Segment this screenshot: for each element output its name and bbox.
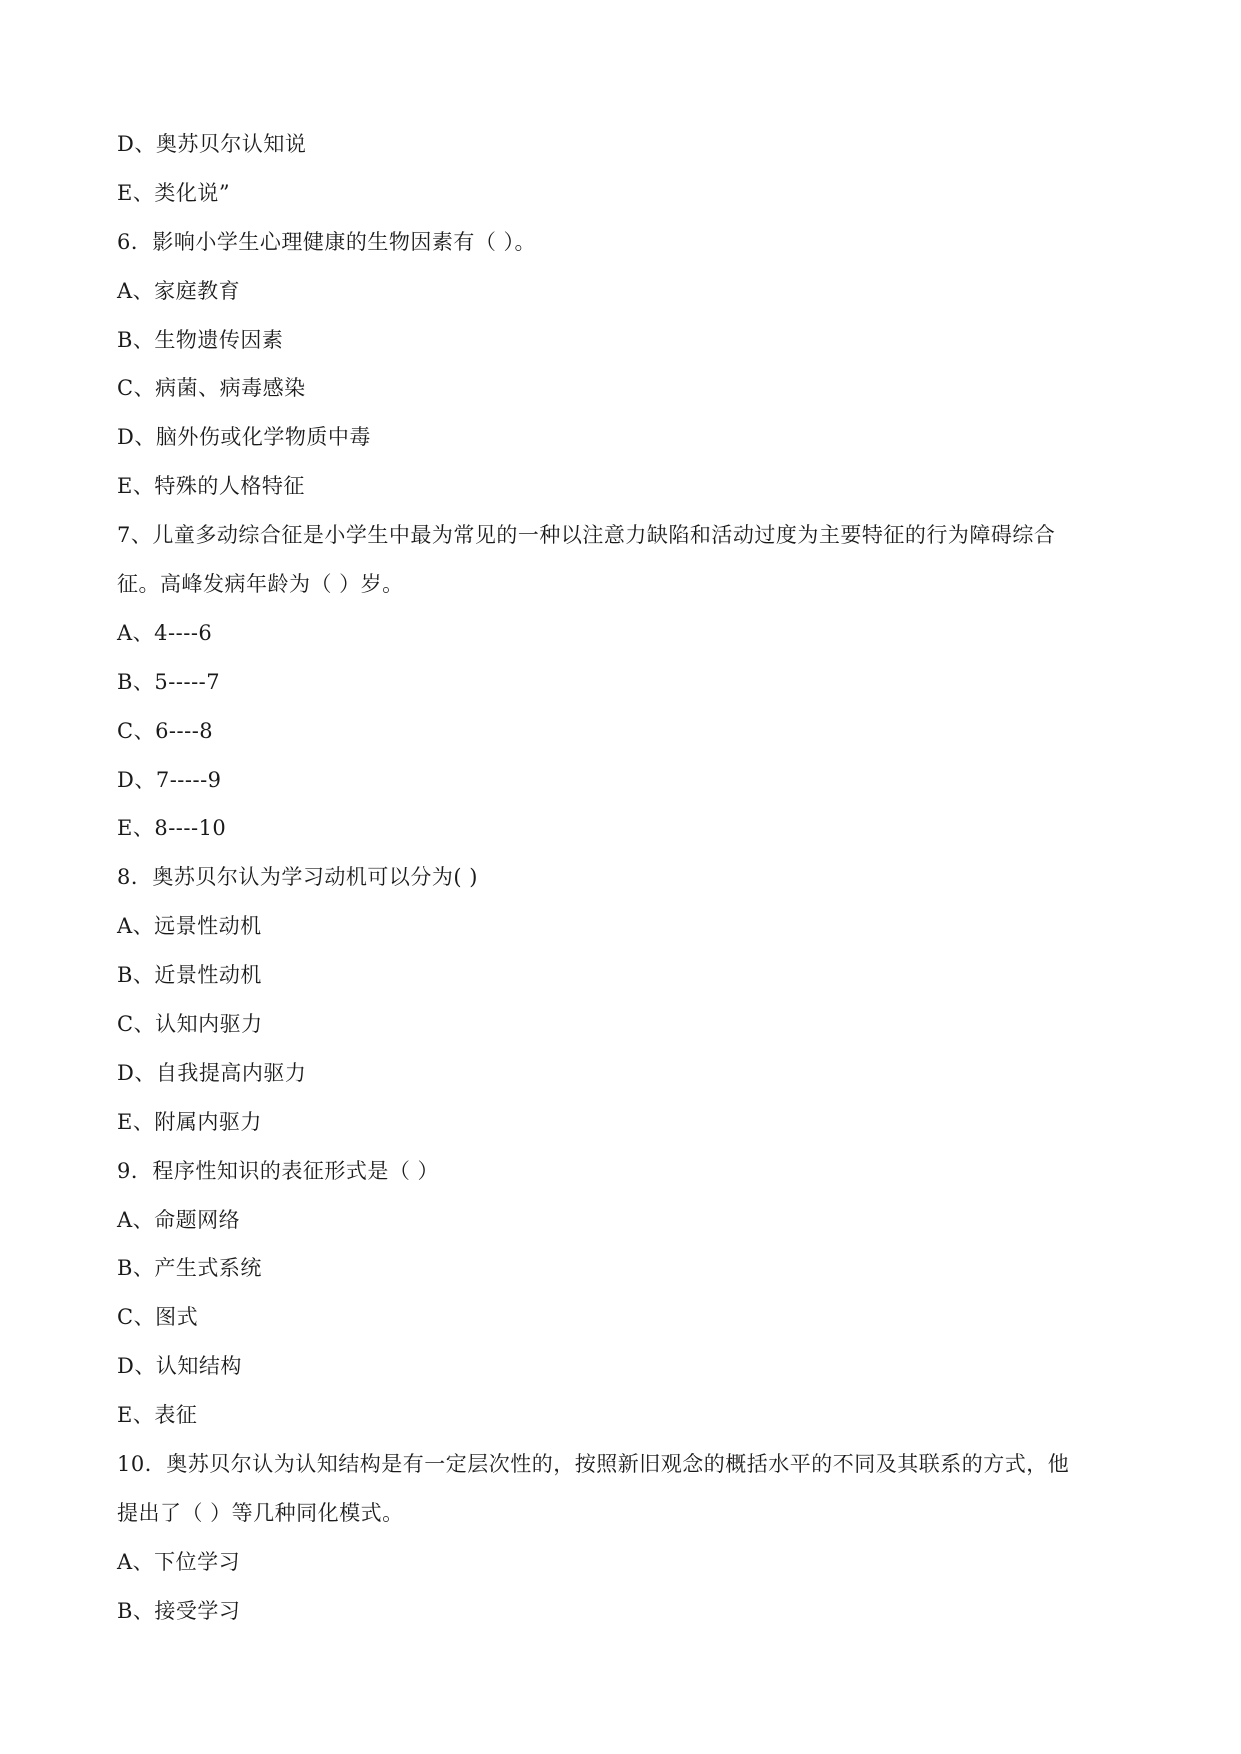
option-6d: D、脑外伤或化学物质中毒 xyxy=(117,425,371,450)
option-10a: A、下位学习 xyxy=(117,1549,241,1574)
option-9e: E、表征 xyxy=(117,1403,198,1428)
option-6a: A、家庭教育 xyxy=(117,278,241,303)
question-10-line-2: 提出了（ ）等几种同化模式。 xyxy=(117,1500,404,1525)
option-8c: C、认知内驱力 xyxy=(117,1012,263,1037)
option-8e: E、附属内驱力 xyxy=(117,1109,262,1134)
option-6b: B、生物遗传因素 xyxy=(117,327,284,352)
question-10-line-1: 10．奥苏贝尔认为认知结构是有一定层次性的，按照新旧观念的概括水平的不同及其联系的方式，他 xyxy=(117,1452,1070,1477)
option-7d: D、7-----9 xyxy=(117,767,222,792)
option-5d: D、奥苏贝尔认知说 xyxy=(117,132,307,156)
option-7c: C、6----8 xyxy=(117,718,214,743)
question-7-line-2: 征。高峰发病年龄为（ ）岁。 xyxy=(117,572,404,597)
option-9d: D、认知结构 xyxy=(117,1354,242,1379)
option-10b: B、接受学习 xyxy=(117,1598,241,1623)
page-content xyxy=(117,120,1127,1636)
option-9b: B、产生式系统 xyxy=(117,1256,262,1281)
option-5e: E、类化说” xyxy=(117,180,231,205)
option-7a: A、4----6 xyxy=(117,620,213,645)
option-6c: C、病菌、病毒感染 xyxy=(117,376,306,401)
option-8d: D、自我提高内驱力 xyxy=(117,1060,307,1085)
option-8a: A、远景性动机 xyxy=(117,914,262,939)
option-9a: A、命题网络 xyxy=(117,1207,241,1232)
question-9: 9．程序性知识的表征形式是（ ） xyxy=(117,1158,440,1183)
question-6: 6．影响小学生心理健康的生物因素有（ ）。 xyxy=(117,229,537,254)
option-7e: E、8----10 xyxy=(117,816,227,841)
question-7-line-1: 7、儿童多动综合征是小学生中最为常见的一种以注意力缺陷和活动过度为主要特征的行为障碍综合 xyxy=(117,523,1056,548)
option-9c: C、图式 xyxy=(117,1305,199,1330)
question-8: 8．奥苏贝尔认为学习动机可以分为( ) xyxy=(117,865,478,890)
option-7b: B、5-----7 xyxy=(117,669,221,694)
option-6e: E、特殊的人格特征 xyxy=(117,474,305,499)
option-8b: B、近景性动机 xyxy=(117,963,262,988)
